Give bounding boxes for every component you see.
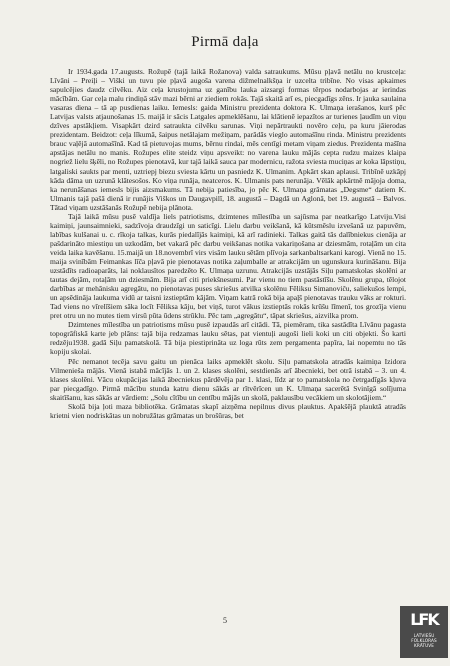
chapter-title: Pirmā daļa — [191, 34, 259, 50]
logo-mark-icon: LFK — [410, 610, 438, 629]
logo-caption — [402, 633, 446, 649]
paragraph: Dzimtenes mīlestība un patriotisms mūsu pusē izpaudās arī citādi. Tā, piemēram, tika sastādīta Līvānu pagasta topogrāfiskā karte jeb plāns: tajā bija redzamas lauku sētas, pat vientuļi augoši lieli koki un citi objekti. Šo karti redzēju1938. gadā Siļu pamatskolā. Tā bija piestiprināta uz loga rūts zem pergamenta papīra, lai nopemtu no tās kopiju skolai. — [50, 320, 406, 357]
logo-caption-line: FOLKLORAS — [411, 638, 437, 644]
body-text — [50, 67, 406, 420]
paragraph: Tajā laikā mūsu pusē valdīja liels patriotisms, dzimtenes mīlestība un sajūsma par neatkarīgo Latviju.Visi kaimiņi, jaunsaimnieki, sadzīvoja draudzīgi un saticīgi. Lielu darbu veikšanā, kā kūtsmēslu izvešanā uz papuvēm, labības kulšanai u. c. rīkoja talkas, kurās piedalījās kaimiņi, kā arī radinieki. Talkas gaitā tās dalībniekus cienāja ar pašdarināto miestiņu un uzkodām, bet vakarā pēc darbu veikšanas notika vakariņošana ar dziesmām, rotaļām un cita veida laika kavēšanu. 15.maijā un 18.novembrī virs visām lauku sētām plīvoja sarkanbaltsarkani karogi. Vienā no 15. maija svinībām Feimankas līča pļavā pie pienotavas notika zaļumballe ar atrakcijām un ugunskura kurināšanu. Bija uzstādīts radioaparāts, lai noklausītos paredzēto K. Ulmaņa uzrunu. Atrakcijās uzstājās Siļu pamatskolas skolēni ar tautas dejām, rotaļām un dziesmām. Bija arī citi priekšnesumi. Par vienu no tiem pastāstīšu. Skolēnu grupa, tēlojot darbības ar mehānisku agregātu, no pienotavas puses skriešus atvilka skolēnu Fēliksu Simanoviču, saliekušos lempi, un apsēdināja laukuma vidū ar taisni izstieptām kājām. Viņam katrā rokā bija apaļš pienotavas trauku vāks ar rokturi. Tad viens no vīrelīšiem sāka locīt Fēliksa kāju, bet viņš, turot vākus izstieptās rokās krūšu līmenī, tos grozīja vienu pret otru un no mutes tiem virsū pūta ūdens strūklu. Pēc tam „agregātu“, tāpat skriešus, aizvilka prom. — [50, 211, 406, 321]
archive-logo — [400, 606, 448, 658]
logo-caption-line: KRĀTUVE — [413, 643, 435, 649]
paragraph: Skolā bija ļoti maza bibliotēka. Grāmatas skapī aizņēma nepilnus divus plauktus. Apakšējā plauktā atradās krietni vien nodriskātas un nobružātas grāmatas un brošūras, bet — [50, 401, 406, 420]
logo-caption-line: LATVIEŠU — [413, 633, 435, 638]
page-number: 5 — [223, 616, 227, 625]
paragraph: Ir 1934.gada 17.augusts. Rožupē (tajā laikā Rožanova) valda satraukums. Mūsu pļavā netālu no krustceļa: Līvāni – Preiļi – Viški un tuvu pie pļavā augoša varena dižmelnalkšņa ir uzcelta tribīne. No visas apkaimes sapulcējies daudz cilvēku. Aiz ceļa krustojuma uz ganību lauka aizsargi formas tērpos nodarbojas ar ierindas mācībām. Gar ceļa malu rindiņā stāv mazi bērni ar ziediem rokās. Tajā skaitā arī es, piecgadīgs zēns. Ir jauka saulaina vasaras diena – tā ap pusdienas laiku. Iemesls: gaida Ministru prezidenta doktora K. Ulmaņa ierašanos, kurš pēc Latvijas valsts atjaunošanas 15. maijā ir sācis Latgales apmeklēšanu, lai klātienē iepazītos ar turienes ļaudīm un viņu dzīves apstākļiem. Visapkārt dzird satraukta cilvēku sarunas. Viņi nepārtraukti novēro ceļu, pa kuru jāierodas prezidentam. Beidzot: ceļa līkumā, šaipus netālajam mežiņam, parādās vieglo automašīnu rinda. Ministru prezidents brauc vaļējā automašīnā. Kad tā pietuvojas mums, bērnu rindai, mēs centīgi metam viņam ziedus. Prezidenta mašīna apstājas netālu no manis. Rožupes elite steidz viņu apsveikt: no varena lauku mājās cepta rudzu maizes klaipa nogriež lielu šķēli, no Rožupes pienotavā, kur tajā laikā sauca par modernicu, ražota sviesta muciņas ar koka lāpstiņu, latgaliski saukts par menti, uztriepj biezu sviesta kārtu un pasniedz K. Ulmanim. Apkārt skan aplausi. Tribīnē uzkāpj kāda dāma un uzrunā klātesošos. Ko viņa runāja, neatceros. K. Ulmanis pats nerunāja. Vēlāk apkārtnē mājoja doma, ka nerunāšanas iemesls bijis aizsmakums. Tā nebija patiesība, jo pēc K. Ulmaņa grāmatas „Degsme“ datiem K. Ulmanis tajā pašā dienā ir runājis Viškos un Daugavpilī, 18. augustā – Dagdā un Aglonā, bet 19. augustā – Balvos. Tātad viņam uzstāšanās Rožupē nebija plānota. — [50, 67, 406, 212]
paragraph: Pēc nemanot tecēja savu gaitu un pienāca laiks apmeklēt skolu. Siļu pamatskola atradās kaimiņa Izidora Vilmenieša mājās. Vienā istabā mācījās 1. un 2. klases skolēni, sestdienās arī ābecnieki, bet otrā istabā – 3. un 4. klases skolēni. Vācu okupācijas laikā ābecniekus pārdēvēja par 1. klasi, līdz ar to pamatskola no četrgadīgās kļuva par piecgadīgo. Pirmā mācību stunda katru dienu sākās ar rītvērīcen un K. Ulmaņa sacerētā Svinīgā solījuma skaitīšanu, kas sākās ar vārdiem: „Solu cītību un centību mājās un skolā, paklausību vecākiem un skolotājiem.“ — [50, 356, 406, 402]
